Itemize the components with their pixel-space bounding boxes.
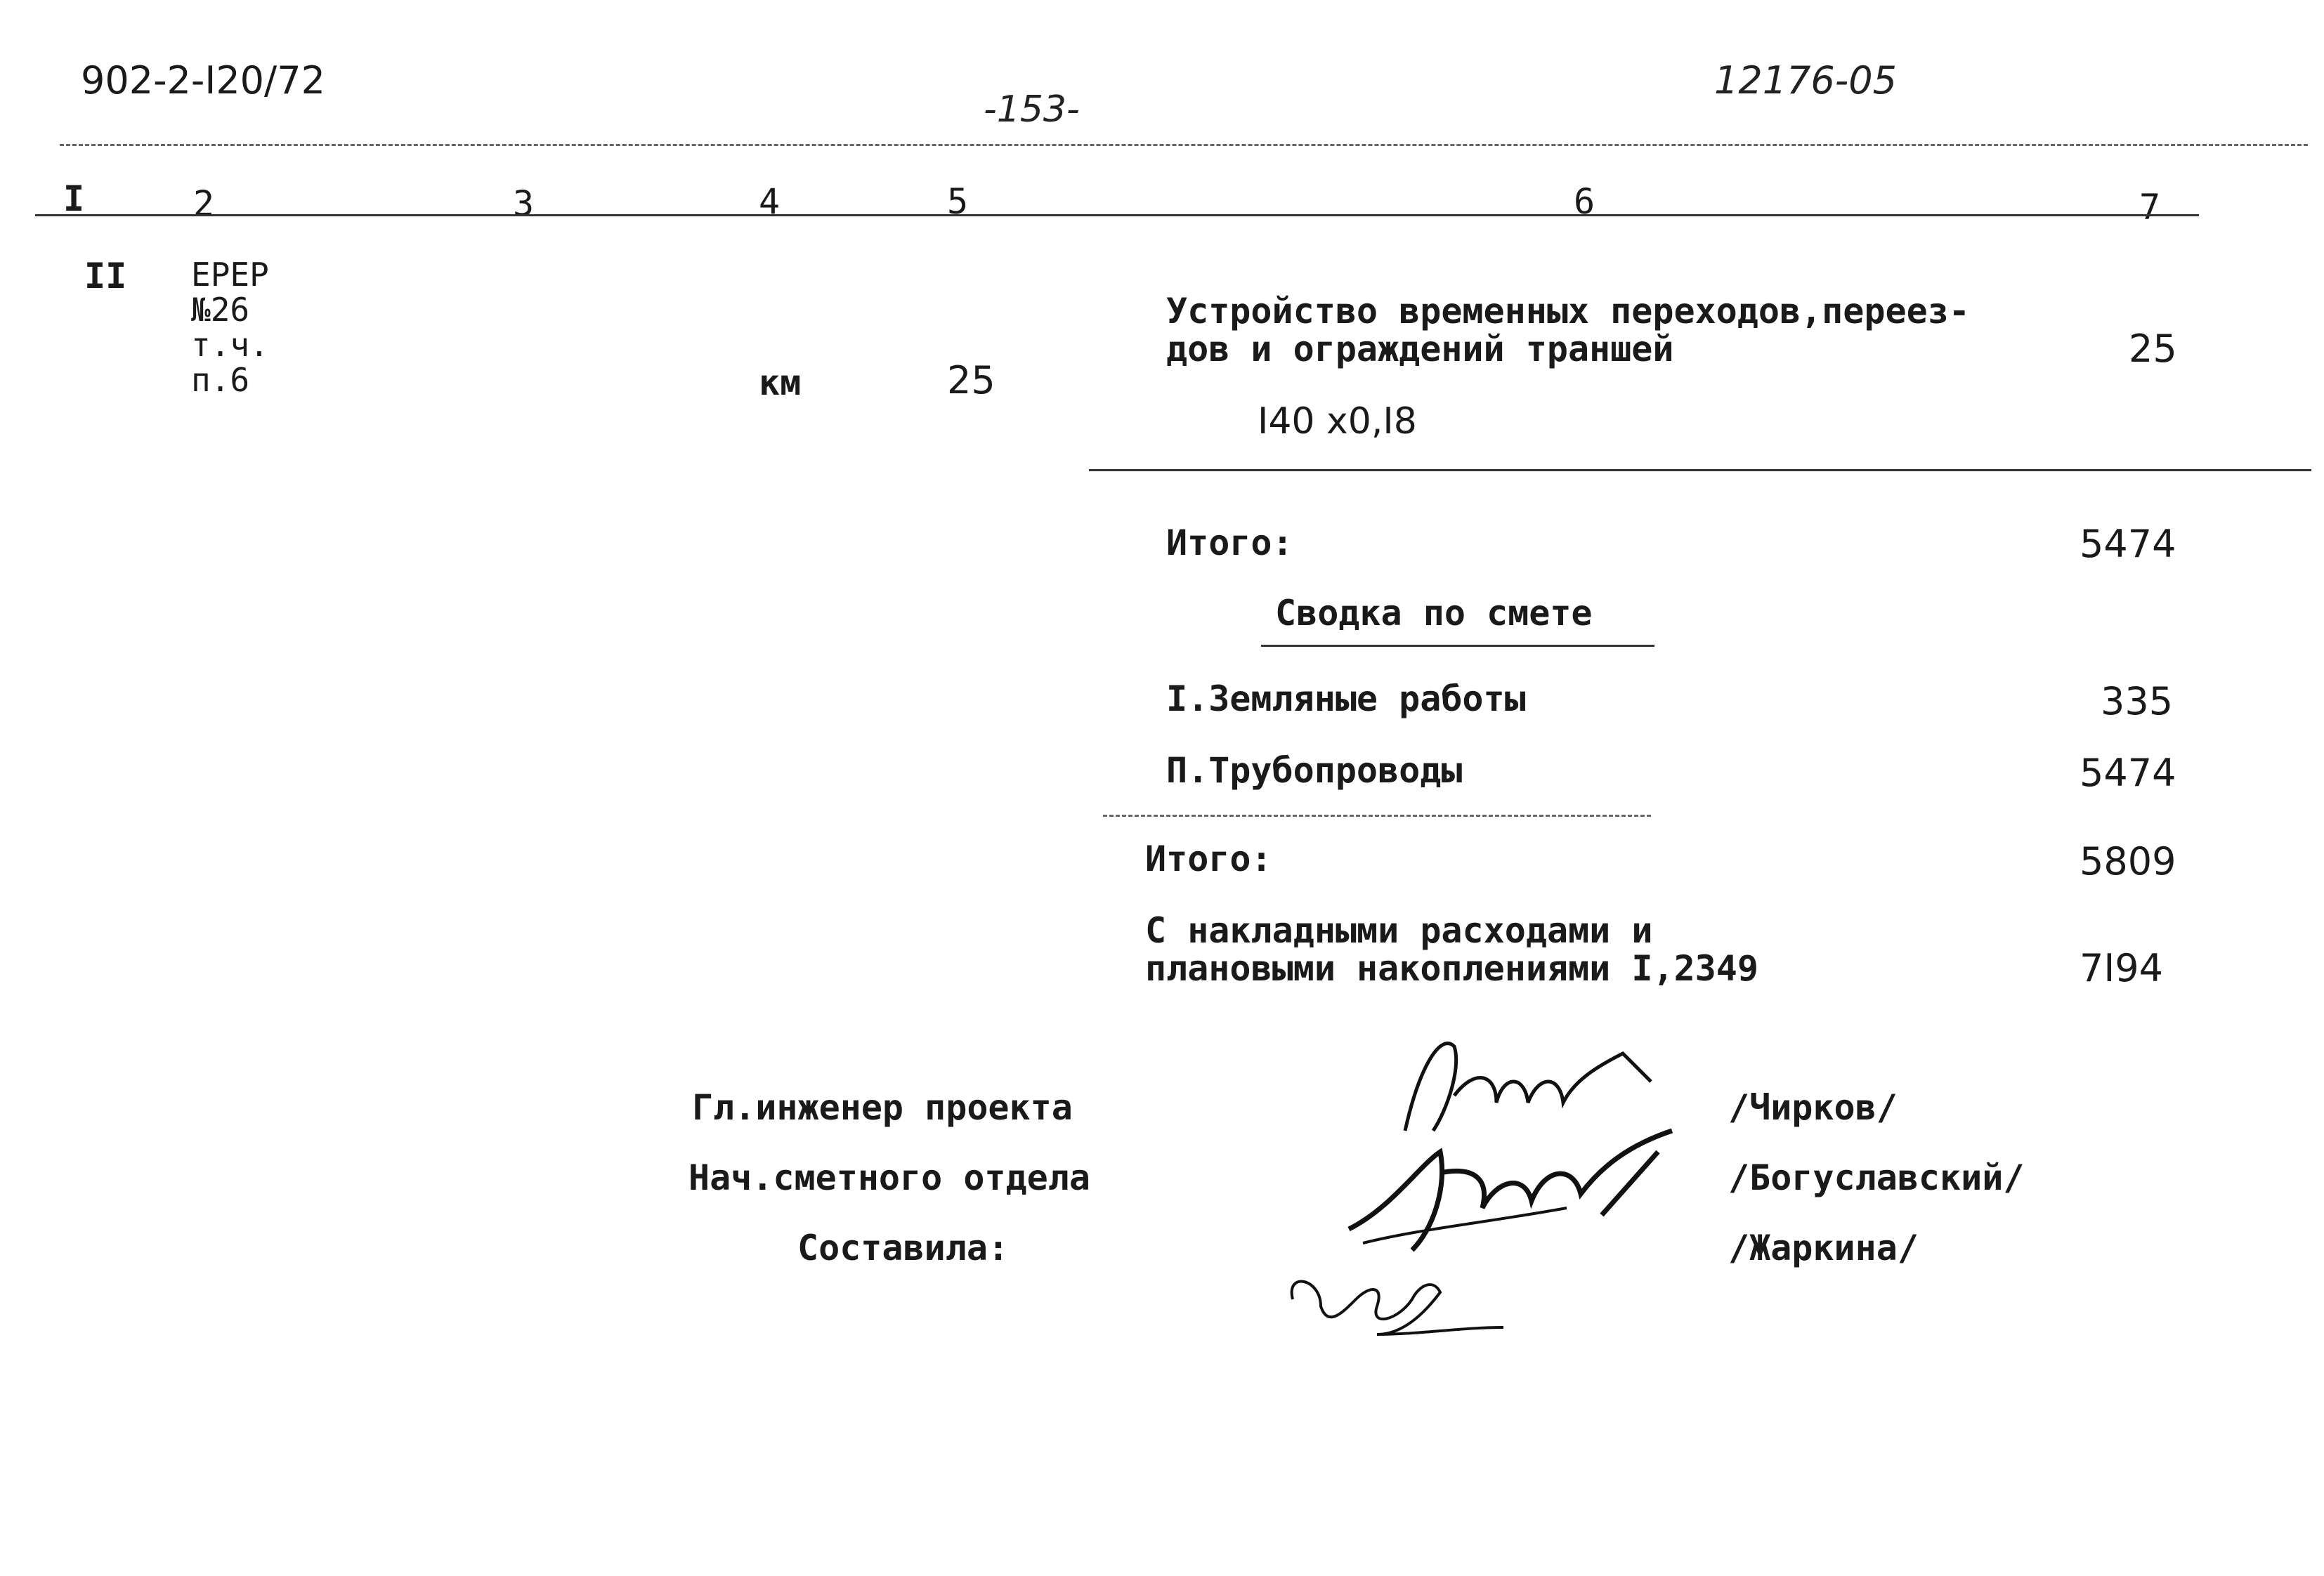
overhead-line-2: плановыми накоплениями I,2349: [1145, 948, 1758, 989]
signature-role-3: Составила:: [797, 1228, 1010, 1268]
column-number-3: 3: [513, 183, 535, 224]
signature-name-2: /Богуславский/: [1728, 1157, 2025, 1198]
column-row-rule: [35, 214, 2199, 216]
itogo-value-2: 5809: [2080, 839, 2176, 884]
summary-rule: [1103, 815, 1651, 817]
handwritten-signature-2: [1335, 1124, 1700, 1278]
row-description-line-1: Устройство временных переходов,переез-: [1166, 291, 1970, 331]
column-number-6: 6: [1574, 181, 1595, 222]
top-rule: [60, 144, 2308, 146]
row-description-line-2: дов и ограждений траншей: [1166, 329, 1674, 369]
summary-item-2-label: П.Трубопроводы: [1166, 750, 1463, 791]
summary-title: Сводка по смете: [1275, 593, 1593, 633]
column-number-7: 7: [2139, 187, 2161, 228]
signature-role-2: Нач.сметного отдела: [688, 1157, 1090, 1198]
signature-role-1: Гл.инженер проекта: [692, 1087, 1073, 1128]
signature-name-3: /Жаркина/: [1728, 1228, 1919, 1268]
summary-title-underline: [1261, 645, 1654, 647]
row-ref-line-3: т.ч.: [191, 326, 269, 364]
itogo-label-2: Итого:: [1145, 839, 1272, 879]
column-number-2: 2: [193, 183, 215, 224]
section-rule: [1089, 469, 2311, 471]
page-number: -153-: [984, 88, 1080, 131]
row-ref-line-4: п.6: [191, 361, 250, 399]
row-ref-line-1: ЕРЕР: [191, 256, 269, 294]
summary-item-1-value: 335: [2101, 679, 2174, 723]
stamp-number: 12176-05: [1714, 58, 1897, 103]
summary-item-2-value: 5474: [2080, 751, 2176, 795]
row-unit: км: [759, 362, 802, 403]
row-number: II: [84, 256, 127, 296]
row-total: 25: [2129, 327, 2177, 371]
column-number-5: 5: [947, 181, 969, 222]
column-number-1: I: [63, 178, 85, 219]
row-quantity: 25: [947, 358, 995, 402]
document-code: 902-2-I20/72: [81, 58, 325, 103]
handwritten-signature-3: [1279, 1257, 1517, 1348]
row-ref-line-2: №26: [191, 291, 250, 329]
signature-name-1: /Чирков/: [1728, 1087, 1898, 1128]
overhead-value: 7I94: [2080, 946, 2163, 990]
overhead-line-1: С накладными расходами и: [1145, 910, 1653, 951]
row-calculation: I40 х0,I8: [1258, 400, 1417, 442]
column-number-4: 4: [759, 181, 781, 222]
itogo-value-1: 5474: [2080, 522, 2176, 566]
summary-item-1-label: I.Земляные работы: [1166, 678, 1526, 719]
itogo-label-1: Итого:: [1166, 523, 1293, 563]
